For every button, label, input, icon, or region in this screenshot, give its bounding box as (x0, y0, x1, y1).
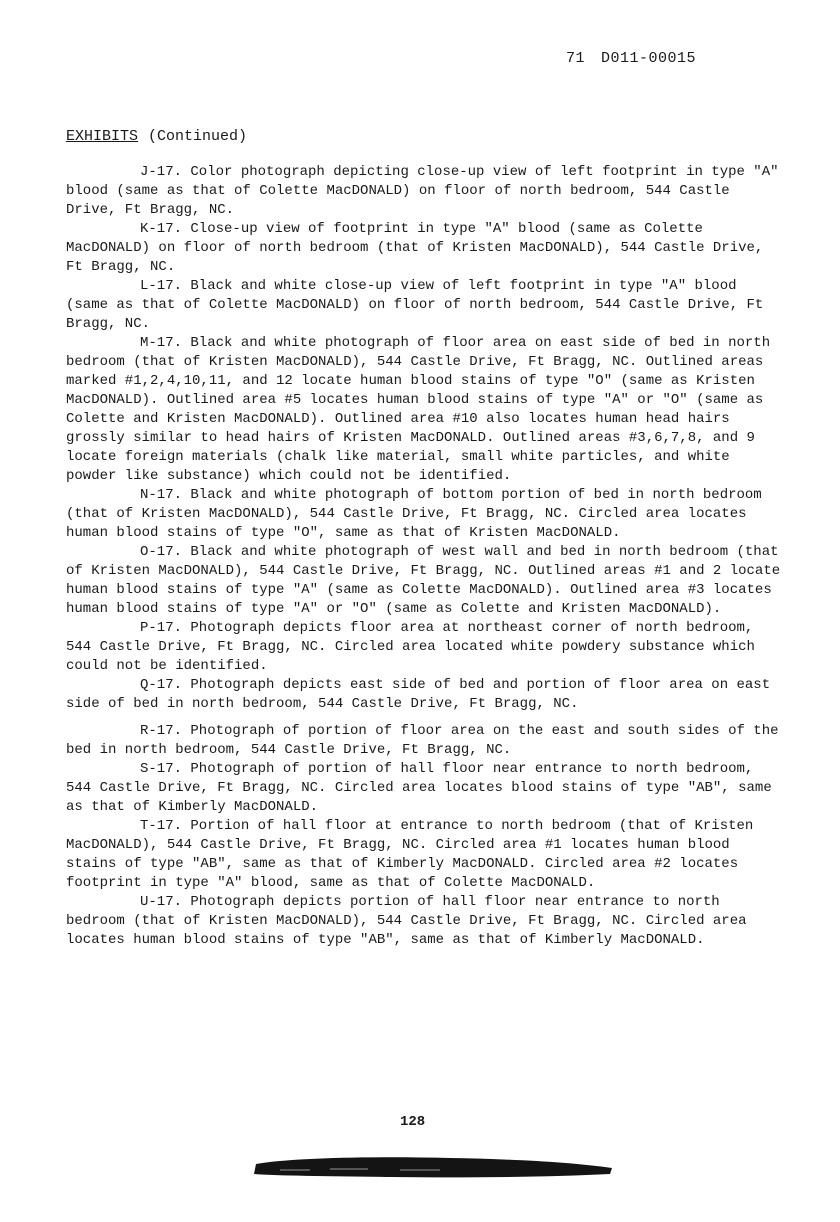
section-subtitle: (Continued) (148, 128, 248, 145)
exhibit-m17: M-17. Black and white photograph of floor area on east side of bed in north bedroom (that of Kristen MacDONALD), 544 Castle Drive, Ft Bragg, NC. Outlined areas marked #1,2,4,10,11, and 12 locate human blood stains of type "O" (same as Kristen MacDONALD). Outlined area #5 locates human blood stains of type "A" or "O" (same as Colette and Kristen MacDONALD). Outlined area #10 also locates human head hairs grossly similar to head hairs of Kristen MacDONALD. Outlined areas #3,6,7,8, and 9 locate foreign materials (chalk like material, small white particles, and white powder like substance) which could not be identified. (66, 335, 771, 484)
exhibit-s17: S-17. Photograph of portion of hall floor near entrance to north bedroom, 544 Castle Drive, Ft Bragg, NC. Circled area locates blood stains of type "AB", same as that of Kimberly MacDONALD. (66, 761, 772, 815)
exhibit-k17: K-17. Close-up view of footprint in type "A" blood (same as Colette MacDONALD) on floor of north bedroom (that of Kristen MacDONALD), 544 Castle Drive, Ft Bragg, NC. (66, 221, 764, 275)
section-title: EXHIBITS (66, 128, 139, 145)
exhibit-n17: N-17. Black and white photograph of bottom portion of bed in north bedroom (that of Kristen MacDONALD), 544 Castle Drive, Ft Bragg, NC. Circled area locates human blood stains of type "O", same as that of Kristen MacDONALD. (66, 487, 762, 541)
redacted-stamp-icon (250, 1150, 615, 1182)
exhibit-j17: J-17. Color photograph depicting close-up view of left footprint in type "A" blood (same as that of Colette MacDONALD) on floor of north bedroom, 544 Castle Drive, Ft Bragg, NC. (66, 164, 779, 218)
exhibit-r17: R-17. Photograph of portion of floor area on the east and south sides of the bed in north bedroom, 544 Castle Drive, Ft Bragg, NC. (66, 723, 779, 758)
document-code: D011-00015 (601, 50, 697, 67)
exhibit-list (66, 163, 786, 950)
exhibit-q17: Q-17. Photograph depicts east side of bed and portion of floor area on east side of bed in north bedroom, 544 Castle Drive, Ft Bragg, NC. (66, 677, 771, 712)
exhibit-p17: P-17. Photograph depicts floor area at northeast corner of north bedroom, 544 Castle Drive, Ft Bragg, NC. Circled area located white powdery substance which could not be identified. (66, 620, 755, 674)
section-heading (66, 128, 247, 145)
exhibit-t17: T-17. Portion of hall floor at entrance to north bedroom (that of Kristen MacDONALD), 544 Castle Drive, Ft Bragg, NC. Circled area #1 locates human blood stains of type "AB", same as that of Kimberly MacDONALD. Circled area #2 locates footprint in type "A" blood, same as that of Colette MacDONALD. (66, 818, 754, 891)
exhibit-o17: O-17. Black and white photograph of west wall and bed in north bedroom (that of Kristen MacDONALD), 544 Castle Drive, Ft Bragg, NC. Outlined areas #1 and 2 locate human blood stains of type "A" (same as Colette MacDONALD). Outlined area #3 locates human blood stains of type "A" or "O" (same as Colette and Kristen MacDONALD). (66, 544, 781, 617)
page-number: 128 (400, 1114, 426, 1130)
exhibit-u17: U-17. Photograph depicts portion of hall floor near entrance to north bedroom (that of Kristen MacDONALD), 544 Castle Drive, Ft Bragg, NC. Circled area locates human blood stains of type "AB", same as that of Kimberly MacDONALD. (66, 894, 747, 948)
page-reference: 71 (566, 50, 586, 67)
document-id (566, 50, 696, 67)
exhibit-l17: L-17. Black and white close-up view of left footprint in type "A" blood (same as that of Colette MacDONALD) on floor of north bedroom, 544 Castle Drive, Ft Bragg, NC. (66, 278, 764, 332)
